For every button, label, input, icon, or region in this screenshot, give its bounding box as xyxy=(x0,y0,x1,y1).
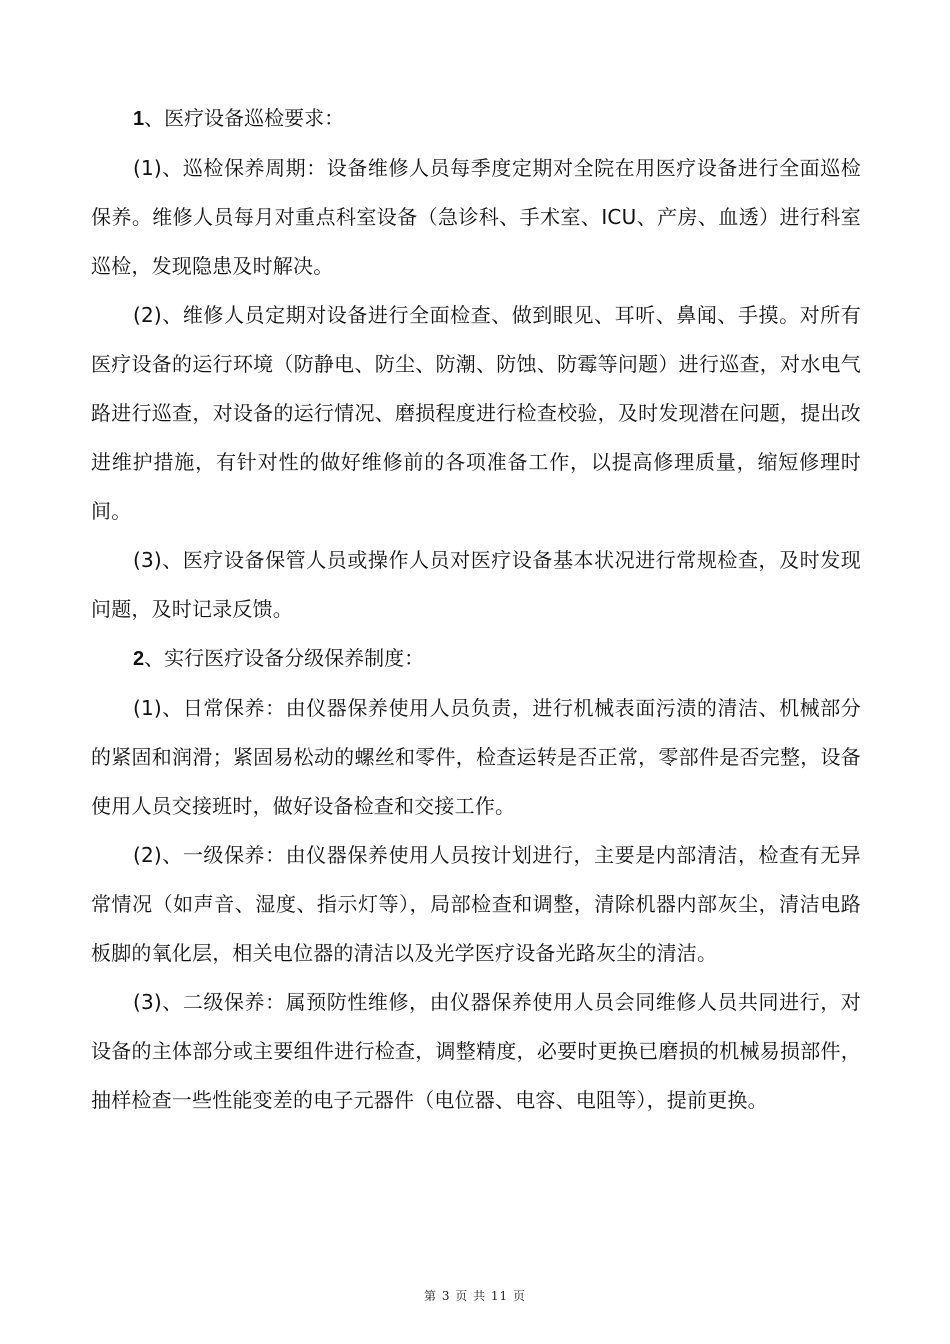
paragraph-inspection-cycle: (1)、巡检保养周期：设备维修人员每季度定期对全院在用医疗设备进行全面巡检保养。维修人员每月对重点科室设备（急诊科、手术室、ICU、产房、血透）进行科室巡检，发现隐患及时解决。 xyxy=(91,156,861,278)
paragraph-periodic-check: (2)、维修人员定期对设备进行全面检查、做到眼见、耳听、鼻闻、手摸。对所有医疗设备的运行环境（防静电、防尘、防潮、防蚀、防霉等问题）进行巡查，对水电气路进行巡查，对设备的运行情况、磨损程度进行检查校验，及时发现潜在问题，提出改进维护措施，有针对性的做好维修前的各项准备工作，以提高修理质量，缩短修理时间。 xyxy=(91,303,861,523)
section-number-1: 1 xyxy=(133,108,145,130)
section-heading-2-text: 、实行医疗设备分级保养制度： xyxy=(144,646,425,670)
section-heading-1-text: 、医疗设备巡检要求： xyxy=(144,106,345,130)
document-body xyxy=(91,94,861,1125)
section-heading-1 xyxy=(91,94,861,144)
page-footer: 第 3 页 共 11 页 xyxy=(424,1289,526,1303)
paragraph-daily-maintenance: (1)、日常保养：由仪器保养使用人员负责，进行机械表面污渍的清洁、机械部分的紧固和润滑；紧固易松动的螺丝和零件，检查运转是否正常，零部件是否完整，设备使用人员交接班时，做好设备检查和交接工作。 xyxy=(91,696,861,818)
paragraph-routine-check: (3)、医疗设备保管人员或操作人员对医疗设备基本状况进行常规检查，及时发现问题，及时记录反馈。 xyxy=(91,548,861,621)
paragraph-level-two-maintenance: (3)、二级保养：属预防性维修，由仪器保养使用人员会同维修人员共同进行，对设备的主体部分或主要组件进行检查，调整精度，必要时更换已磨损的机械易损部件，抽样检查一些性能变差的电子元器件（电位器、电容、电阻等），提前更换。 xyxy=(91,990,861,1112)
paragraph-level-one-maintenance: (2)、一级保养：由仪器保养使用人员按计划进行，主要是内部清洁，检查有无异常情况（如声音、湿度、指示灯等），局部检查和调整，清除机器内部灰尘，清洁电路板脚的氧化层，相关电位器的清洁以及光学医疗设备光路灰尘的清洁。 xyxy=(91,843,861,965)
section-number-2: 2 xyxy=(133,648,145,670)
section-heading-2 xyxy=(91,634,861,684)
